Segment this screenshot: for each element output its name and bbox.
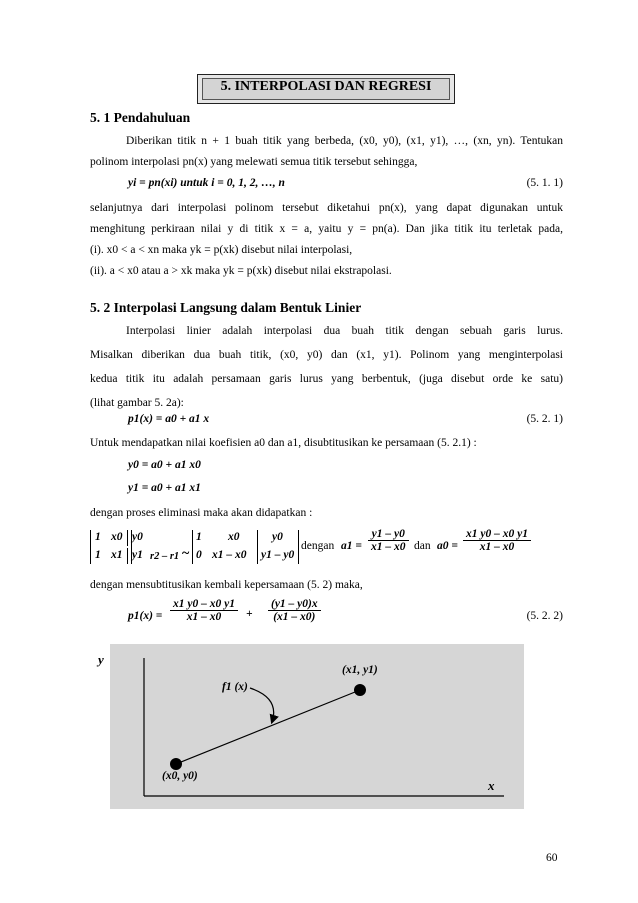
s1-paragraph-2-line-2: menghitung perkiraan nilai y di titik x = a, yaitu y = pn(a). Dan jika titik itu terletak pada,	[90, 223, 563, 235]
det-b-inner-bar	[257, 530, 258, 564]
a0-numerator: x1 y0 – x0 y1	[463, 528, 531, 541]
a1-denominator: x1 – x0	[371, 541, 406, 553]
eq2-fraction-1	[170, 598, 238, 623]
s2-paragraph-1-line-1: Interpolasi linier adalah interpolasi dua buah titik dengan sebuah garis lurus.	[126, 325, 563, 337]
s2-equation-2-number: (5. 2. 2)	[526, 610, 563, 622]
det-a-cell: 1	[95, 531, 101, 543]
det-a-cell: x0	[111, 531, 123, 543]
f1-label: f1 (x)	[222, 681, 248, 693]
linear-interpolation-figure	[98, 644, 524, 809]
a1-fraction	[368, 528, 409, 553]
det-b-cell: 1	[196, 531, 202, 543]
word-dan: dan	[414, 540, 431, 552]
word-dengan: dengan	[301, 540, 335, 552]
f1-arrow	[250, 688, 274, 722]
plus-sign: +	[246, 608, 253, 620]
s2-paragraph-1-line-2: Misalkan diberikan dua buah titik, (x0, y0) dan (x1, y1). Polinom yang menginterpolasi	[90, 349, 563, 361]
s1-equation: yi = pn(xi) untuk i = 0, 1, 2, …, n	[128, 177, 285, 189]
interpolation-line	[176, 690, 360, 764]
section-1-heading: 5. 1 Pendahuluan	[90, 110, 191, 125]
det-a-inner-bar	[127, 530, 128, 546]
point-1-label: (x1, y1)	[342, 664, 378, 676]
det-b-cell: y1 – y0	[261, 549, 295, 561]
point-0-label: (x0, y0)	[162, 770, 198, 782]
a0-denominator: x1 – x0	[479, 541, 515, 553]
equivalence-tilde: ~	[182, 546, 190, 561]
eq2-fraction-1-numerator: x1 y0 – x0 y1	[170, 598, 238, 611]
det-a-cell: 1	[95, 549, 101, 561]
eq2-fraction-2-numerator: (y1 – y0)x	[268, 598, 321, 611]
s2-equation-linear: p1(x) = a0 + a1 x	[128, 413, 210, 425]
row-operation: r2 – r1	[150, 551, 180, 562]
eq2-fraction-2-denominator: (x1 – x0)	[273, 611, 316, 623]
a1-label: a1 =	[341, 540, 362, 552]
y-axis-label: y	[98, 652, 104, 667]
section-2-heading: 5. 2 Interpolasi Langsung dalam Bentuk Linier	[90, 300, 362, 315]
det-b-cell: 0	[196, 549, 202, 561]
s1-item-extrapolation: (ii). a < x0 atau a > xk maka yk = p(xk) disebut nilai ekstrapolasi.	[90, 265, 392, 277]
chapter-title-box	[197, 74, 455, 104]
point-1	[354, 684, 366, 696]
det-a-cell: x1	[111, 549, 123, 561]
page-number: 60	[546, 852, 558, 864]
s1-paragraph-2-line-1: selanjutnya dari interpolasi polinom tersebut diketahui pn(x), yang dapat digunakan untuk	[90, 202, 563, 214]
chapter-title: 5. INTERPOLASI DAN REGRESI	[220, 79, 432, 94]
det-a-cell: y1	[132, 549, 143, 561]
a0-fraction	[463, 528, 531, 553]
eq2-fraction-1-denominator: x1 – x0	[186, 611, 222, 623]
figure-svg	[110, 644, 524, 809]
s2-paragraph-3: dengan proses eliminasi maka akan didapatkan :	[90, 507, 313, 519]
a1-numerator: y1 – y0	[368, 528, 409, 541]
det-b-cell: x1 – x0	[212, 549, 247, 561]
det-b-cell: x0	[228, 531, 240, 543]
point-0	[170, 758, 182, 770]
s2-paragraph-2: Untuk mendapatkan nilai koefisien a0 dan a1, disubtitusikan ke persamaan (5. 2.1) :	[90, 437, 477, 449]
s1-item-interpolation: (i). x0 < a < xn maka yk = p(xk) disebut nilai interpolasi,	[90, 244, 353, 256]
s1-paragraph-1-line-2: polinom interpolasi pn(x) yang melewati semua titik tersebut sehingga,	[90, 156, 418, 168]
s2-equation-linear-number: (5. 2. 1)	[526, 413, 563, 425]
s2-equation-y0: y0 = a0 + a1 x0	[128, 459, 201, 471]
det-a-inner-bar	[127, 548, 128, 564]
s2-paragraph-4: dengan mensubtitusikan kembali kepersamaan (5. 2) maka,	[90, 579, 363, 591]
s1-paragraph-1-line-1: Diberikan titik n + 1 buah titik yang berbeda, (x0, y0), (x1, y1), …, (xn, yn). Tentukan	[126, 135, 563, 147]
s1-equation-number: (5. 1. 1)	[526, 177, 563, 189]
s2-equation-y1: y1 = a0 + a1 x1	[128, 482, 201, 494]
p1-lhs: p1(x) =	[128, 610, 163, 622]
a0-label: a0 =	[437, 540, 458, 552]
s2-paragraph-1-line-4: (lihat gambar 5. 2a):	[90, 397, 184, 409]
x-axis-label: x	[488, 778, 495, 793]
det-a-cell: y0	[132, 531, 143, 543]
eq2-fraction-2	[268, 598, 321, 623]
s2-paragraph-1-line-3: kedua titik itu adalah persamaan garis lurus yang berbentuk, (juga disebut orde ke satu)	[90, 373, 563, 385]
det-b-cell: y0	[272, 531, 283, 543]
